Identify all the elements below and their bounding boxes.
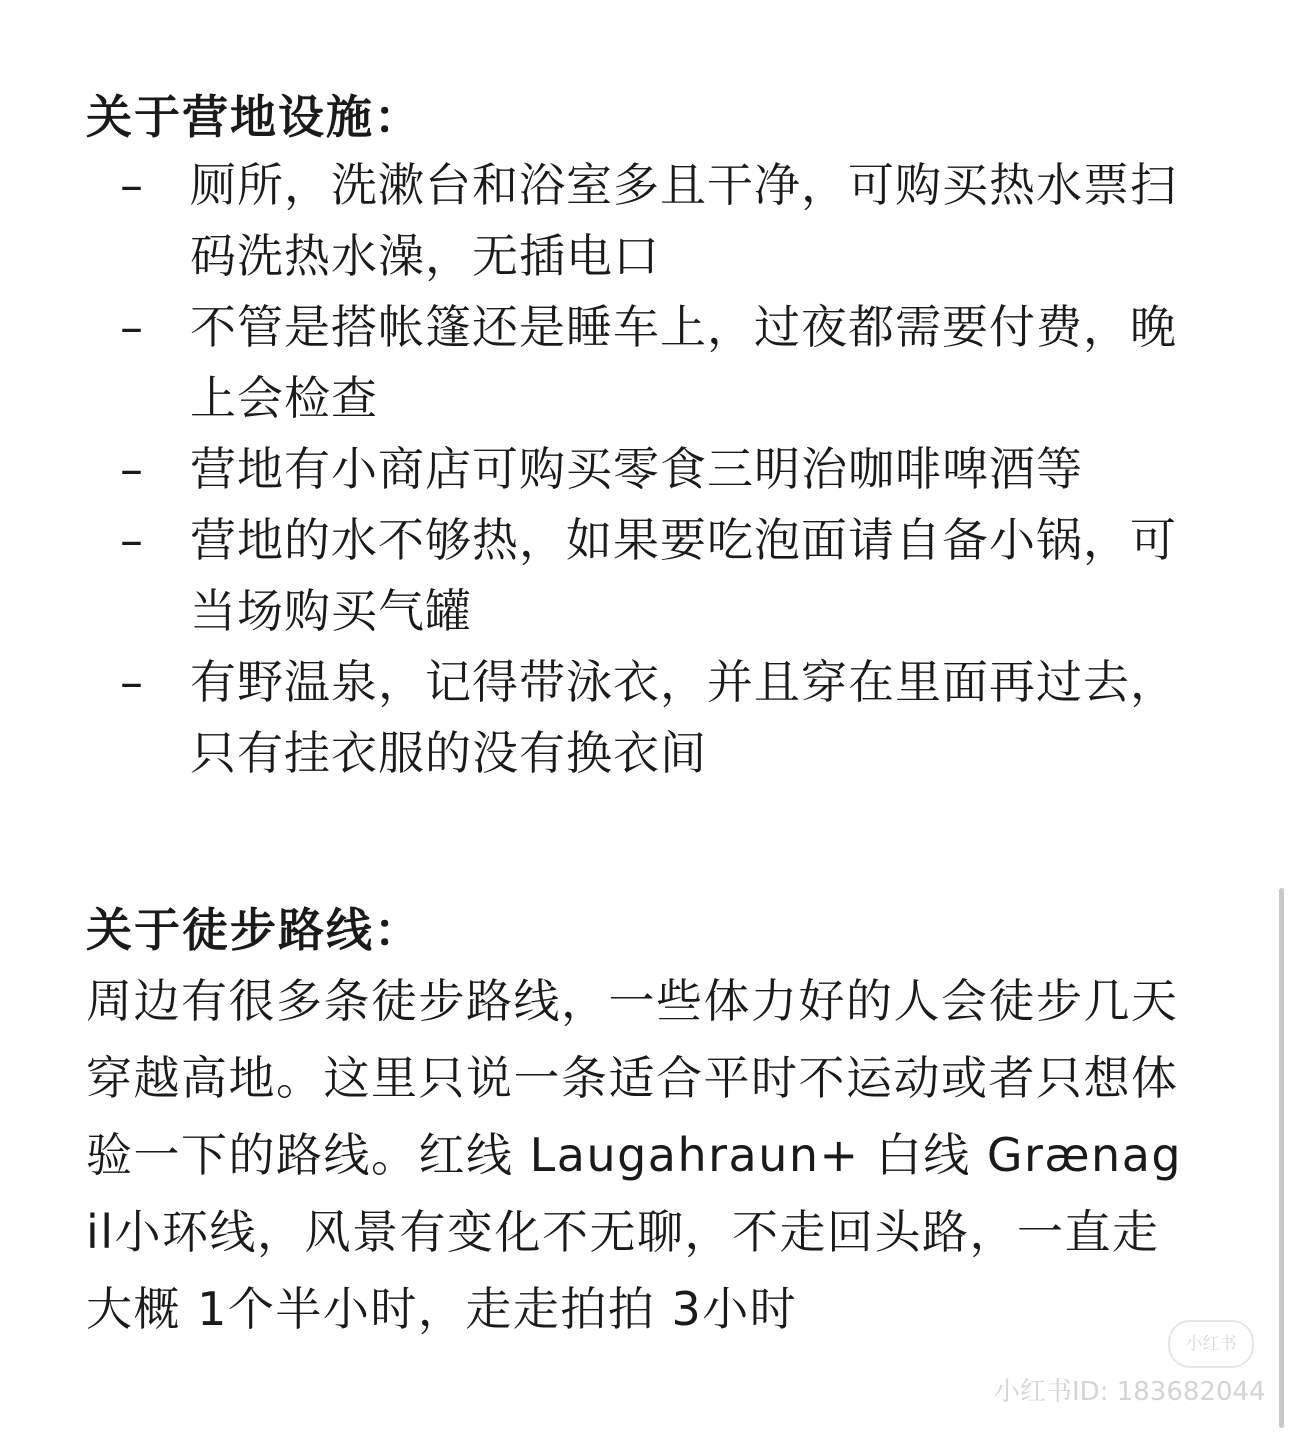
list-dash: – bbox=[120, 300, 144, 354]
list-item-text: 不管是搭帐篷还是睡车上，过夜都需要付费，晚上会检查 bbox=[190, 300, 1177, 425]
list-item-text: 厕所，洗漱台和浴室多且干净，可购买热水票扫码洗热水澡，无插电口 bbox=[190, 158, 1177, 283]
list-dash: – bbox=[120, 655, 144, 709]
note-content bbox=[86, 84, 1196, 1348]
hiking-paragraph: 周边有很多条徒步路线，一些体力好的人会徒步几天穿越高地。这里只说一条适合平时不运动或者只想体验一下的路线。红线 Laugahraun+ 白线 Grænagil小环线，风景有变化不无聊，不走回头路，一直走大概 1个半小时，走走拍拍 3小时 bbox=[86, 974, 1183, 1336]
list-dash: – bbox=[120, 442, 144, 496]
list-item bbox=[86, 292, 1196, 434]
list-item-text: 营地的水不够热，如果要吃泡面请自备小锅，可当场购买气罐 bbox=[190, 513, 1177, 638]
list-dash: – bbox=[120, 513, 144, 567]
section-spacer bbox=[86, 789, 1196, 897]
campsite-facilities-list bbox=[86, 150, 1196, 789]
user-id-watermark: 小红书ID: 183682044 bbox=[994, 1377, 1266, 1407]
list-item-text: 营地有小商店可购买零食三明治咖啡啤酒等 bbox=[190, 442, 1083, 496]
list-item bbox=[86, 434, 1196, 505]
list-item bbox=[86, 505, 1196, 647]
list-item bbox=[86, 647, 1196, 789]
hiking-heading: 关于徒步路线： bbox=[86, 903, 422, 957]
list-dash: – bbox=[120, 158, 144, 212]
list-item-text: 有野温泉，记得带泳衣，并且穿在里面再过去，只有挂衣服的没有换衣间 bbox=[190, 655, 1177, 780]
campsite-heading: 关于营地设施： bbox=[86, 90, 422, 144]
xiaohongshu-logo-badge: 小红书 bbox=[1168, 1320, 1254, 1368]
list-item bbox=[86, 150, 1196, 292]
scrollbar[interactable] bbox=[1279, 888, 1284, 1428]
